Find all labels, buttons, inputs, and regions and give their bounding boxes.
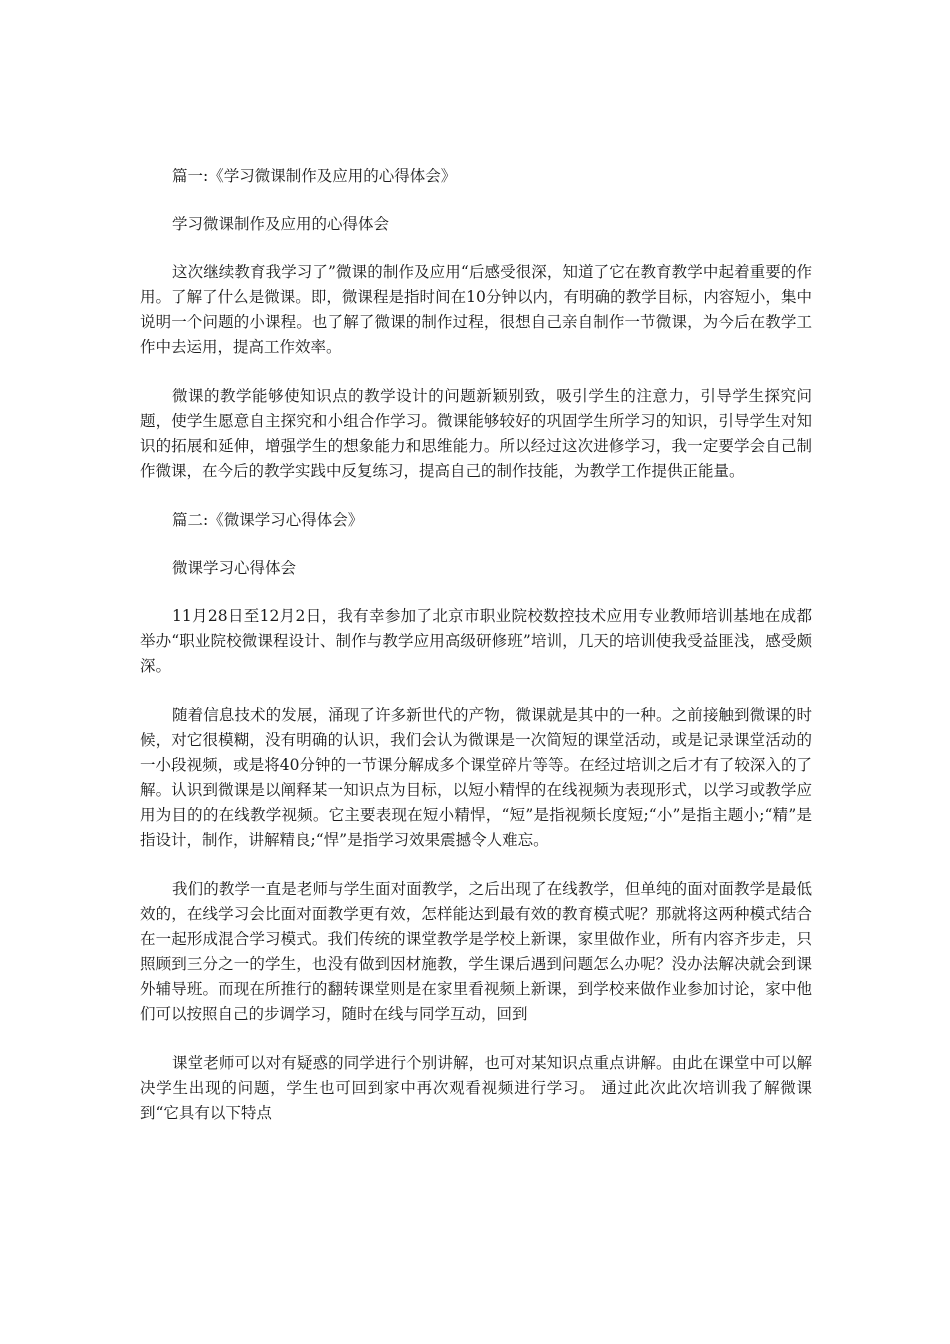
article-2-paragraph-3: 我们的教学一直是老师与学生面对面教学，之后出现了在线教学，但单纯的面对面教学是最低效的，在线学习会比面对面教学更有效，怎样能达到最有效的教育模式呢？那就将这两种模式结合在一起形成混合学习模式。我们传统的课堂教学是学校上新课，家里做作业，所有内容齐步走，只照顾到三分之一的学生，也没有做到因材施教，学生课后遇到问题怎么办呢？没办法解决就会到课外辅导班。而现在所推行的翻转课堂则是在家里看视频上新课，到学校来做作业参加讨论，家中他们可以按照自己的步调学习，随时在线与同学互动，回到	[140, 880, 812, 1023]
article-2-paragraph-1: 11月28日至12月2日，我有幸参加了北京市职业院校数控技术应用专业教师培训基地在成都举办“职业院校微课程设计、制作与教学应用高级研修班”培训，几天的培训使我受益匪浅，感受颇深。	[140, 607, 812, 675]
article-1-label: 篇一:《学习微课制作及应用的心得体会》	[172, 167, 457, 185]
article-2-title: 微课学习心得体会	[172, 559, 297, 577]
document-page	[140, 164, 812, 1126]
article-2-paragraph-2: 随着信息技术的发展，涌现了许多新世代的产物，微课就是其中的一种。之前接触到微课的时候，对它很模糊，没有明确的认识，我们会认为微课是一次简短的课堂活动，或是记录课堂活动的一小段视频，或是将40分钟的一节课分解成多个课堂碎片等等。在经过培训之后才有了较深入的了解。认识到微课是以阐释某一知识点为目标，以短小精悍的在线视频为表现形式，以学习或教学应用为目的的在线教学视频。它主要表现在短小精悍，“短”是指视频长度短;“小”是指主题小;“精”是指设计，制作，讲解精良;“悍”是指学习效果震撼令人难忘。	[140, 706, 812, 849]
article-1-title: 学习微课制作及应用的心得体会	[172, 215, 390, 233]
article-2-label: 篇二:《微课学习心得体会》	[172, 511, 364, 529]
article-1-paragraph-2: 微课的教学能够使知识点的教学设计的问题新颖别致，吸引学生的注意力，引导学生探究问题，使学生愿意自主探究和小组合作学习。微课能够较好的巩固学生所学习的知识，引导学生对知识的拓展和延伸，增强学生的想象能力和思维能力。所以经过这次进修学习，我一定要学会自己制作微课，在今后的教学实践中反复练习，提高自己的制作技能，为教学工作提供正能量。	[140, 387, 812, 480]
article-2-paragraph-4: 课堂老师可以对有疑惑的同学进行个别讲解，也可对某知识点重点讲解。由此在课堂中可以解决学生出现的问题，学生也可回到家中再次观看视频进行学习。 通过此次此次培训我了解微课到“它具有以下特点	[140, 1054, 812, 1122]
article-1-paragraph-1: 这次继续教育我学习了”微课的制作及应用“后感受很深，知道了它在教育教学中起着重要的作用。了解了什么是微课。即，微课程是指时间在10分钟以内，有明确的教学目标，内容短小，集中说明一个问题的小课程。也了解了微课的制作过程，很想自己亲自制作一节微课，为今后在教学工作中去运用，提高工作效率。	[140, 263, 812, 356]
